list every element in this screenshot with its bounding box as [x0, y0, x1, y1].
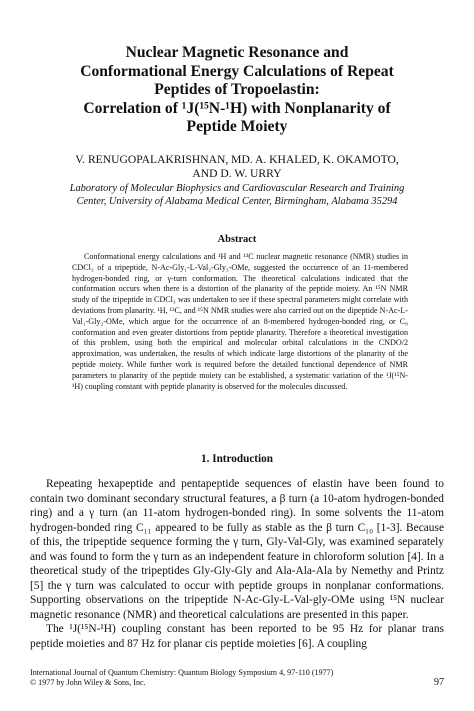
copyright-notice: © 1977 by John Wiley & Sons, Inc.	[30, 678, 146, 688]
authors-line: AND D. W. URRY	[192, 167, 282, 180]
title-line: Peptide Moiety	[186, 118, 288, 136]
title-line: Peptides of Tropoelastin:	[154, 81, 320, 99]
title-line: Conformational Energy Calculations of Repeat	[80, 62, 394, 80]
abstract-text: Conformational energy calculations and ¹H and ¹³C nuclear magnetic resonance (NMR) studies in CDCl₃ of a tripeptide, N-Ac-Gly₁-L-Val₂-Gly₃-OMe, suggested the occurrence of an 11-membered hydrogen-bonded ring, or γ-turn conformation. The theoretical calculations indicated that the conformation occurs when there is a distortion of the planarity of the peptide moiety. An ¹⁵N NMR study of the tripeptide in CDCl₃ was undertaken to see if these spectral parameters might correlate with deviations from planarity. ¹H, ¹³C, and ¹⁵N NMR studies were also carried out on the dipeptide N-Ac-L-Val₁-Gly₂-OMe, which argue for the occurrence of an 8-membered hydrogen-bonded ring, or C₈ conformation and even greater distortions from peptide planarity. Therefore a theoretical investigation of this problem, using both the empirical and molecular orbital calculations in the CNDO/2 approximation, was undertaken, the results of which indicate large distortions of the planarity of the peptide moiety. While further work is required before the detailed functional dependence of NMR parameters to planarity of the peptide moiety can be established, a systematic variation of the ¹J(¹⁵N-¹H) coupling constant with peptide planarity is observed for the molecules discussed.	[72, 252, 408, 391]
page-number: 97	[434, 677, 444, 688]
section-heading: 1. Introduction	[201, 453, 273, 465]
affiliation-line: Center, University of Alabama Medical Center, Birmingham, Alabama 35294	[76, 196, 398, 207]
author-list	[30, 153, 444, 181]
body-paragraph: Repeating hexapeptide and pentapeptide sequences of elastin have been found to contain two dominant secondary structural features, a β turn (a 10-atom hydrogen-bonded ring) and a γ turn (an 11-atom hydrogen-bonded ring). In some solvents the 11-atom hydrogen-bonded ring C₁₁ appeared to be fully as stable as the β turn C₁₀ [1-3]. Because of this, the tripeptide sequence forming the γ turn, Gly-Val-Gly, was examined separately and was found to form the γ turn as an independent feature in chloroform solution [4]. In a theoretical study of the tripeptides Gly-Gly-Gly and Ala-Ala-Ala by Nemethy and Printz [5] the γ turn was calculated to occur with peptide groups in nonplanar conformations. Supporting observations on the tripeptide N-Ac-Gly-L-Val-gly-OMe using ¹⁵N nuclear magnetic resonance (NMR) and theoretical calculations are presented in this paper.	[30, 478, 444, 621]
affiliation-line: Laboratory of Molecular Biophysics and Cardiovascular Research and Training	[69, 183, 405, 194]
page-footer	[30, 668, 444, 689]
title-line: Nuclear Magnetic Resonance and	[125, 44, 349, 61]
journal-citation: International Journal of Quantum Chemistry: Quantum Biology Symposium 4, 97-110 (1977)	[30, 668, 334, 677]
affiliation	[30, 182, 444, 208]
introduction-body	[30, 477, 444, 651]
paper-title	[30, 44, 444, 137]
title-line: Correlation of ¹J(¹⁵N-¹H) with Nonplanarity of	[83, 99, 391, 117]
abstract-heading: Abstract	[217, 234, 257, 245]
body-paragraph: The ¹J(¹⁵N-¹H) coupling constant has been reported to be 95 Hz for planar trans peptide moieties and 87 Hz for planar cis peptide moieties [6]. A coupling	[30, 623, 444, 650]
authors-line: V. RENUGOPALAKRISHNAN, MD. A. KHALED, K. OKAMOTO,	[75, 153, 399, 166]
